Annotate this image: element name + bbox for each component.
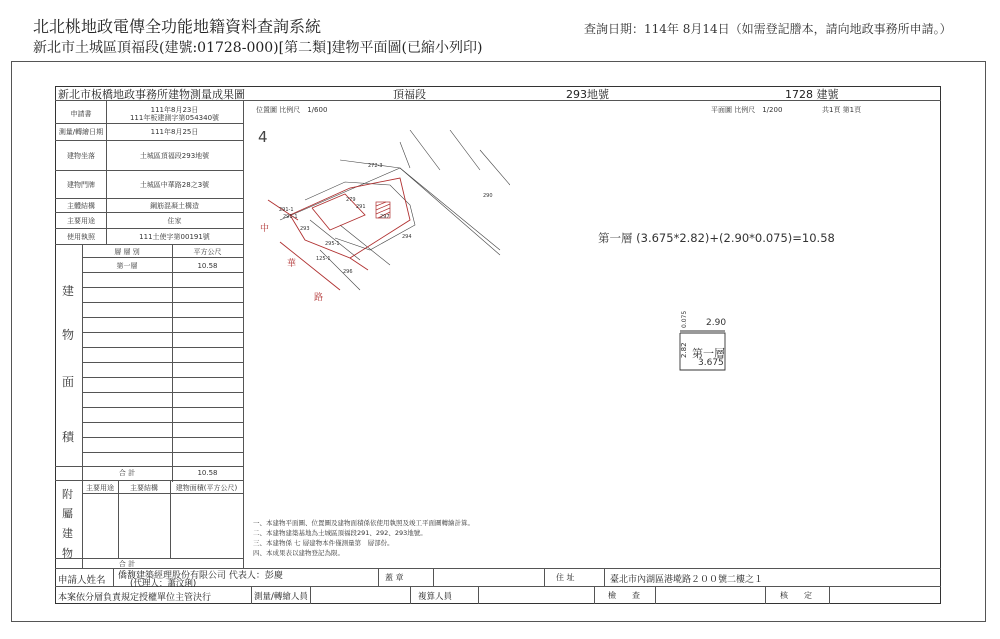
area-col-divider: [82, 244, 83, 568]
info-row-rule: [55, 228, 243, 229]
info-value: 鋼筋混凝土構造: [150, 202, 199, 210]
attached-row-rule: [82, 493, 243, 494]
info-value: 土城區頂福段293地號: [139, 152, 210, 160]
area-header-sqm: 平方公尺: [193, 248, 222, 256]
area-row-rule: [82, 257, 243, 258]
info-row-rule: [55, 244, 243, 245]
sheet-title-rule: [55, 100, 941, 101]
site-plan-label: 位置圖 比例尺 1/600: [256, 106, 328, 114]
area-total-value: 10.58: [197, 469, 218, 477]
attached-side-label: 建: [62, 527, 73, 540]
road-label: 中: [260, 224, 270, 234]
address-label: 住 址: [556, 573, 575, 582]
area-total-label: 合 計: [118, 469, 136, 477]
dim-bottom: 3.675: [698, 358, 724, 368]
footer-divider: [765, 586, 766, 604]
lot-label: 297: [380, 214, 390, 220]
attached-header: 建物面積(平方公尺): [175, 484, 238, 492]
attached-side-label: 物: [62, 547, 73, 560]
footer-divider: [251, 586, 252, 604]
footer-divider: [410, 586, 411, 604]
area-row-rule: [82, 437, 243, 438]
road-label: 路: [314, 293, 324, 303]
authorization-note: 本案依分層負責規定授權單位主管決行: [58, 593, 212, 603]
area-header-floor: 層 層 別: [114, 248, 140, 256]
area-row-rule: [82, 392, 243, 393]
attached-side-label: 附: [62, 488, 73, 501]
office-title: 新北市板橋地政事務所建物測量成果圖: [58, 88, 245, 101]
lot-label: 294: [402, 234, 412, 240]
area-side-label: 建: [62, 284, 75, 298]
applicant-label: 申請人姓名: [58, 575, 106, 586]
lot-label: 291-1: [279, 207, 294, 213]
address-value: 臺北市內湖區港墘路２００號二樓之１: [610, 575, 764, 585]
info-value: 111年8月25日: [150, 128, 199, 136]
area-row-rule: [82, 332, 243, 333]
info-label: 主要用途: [67, 217, 95, 225]
area-side-label: 積: [62, 430, 75, 444]
attached-total-rule: [55, 558, 243, 559]
area-row-rule: [82, 287, 243, 288]
footer-divider: [113, 568, 114, 586]
info-value: 住家: [167, 217, 182, 225]
page-title: 北北桃地政電傳全功能地籍資料查詢系統: [33, 17, 322, 36]
area-row-rule: [82, 362, 243, 363]
area-row-rule: [82, 452, 243, 453]
page-label: 共1頁 第1頁: [822, 106, 862, 114]
footer-divider: [829, 586, 830, 604]
info-value: 土城區中華路28之3號: [139, 181, 210, 189]
note-line: 一、本建物平面圖、位置圖及建物面積係依使用執照及竣工平面圖轉繪計算。: [253, 519, 474, 527]
attached-total-label: 合 計: [118, 560, 136, 568]
footer-divider: [544, 568, 545, 586]
seal-label: 蓋 章: [385, 573, 404, 582]
area-side-label: 物: [62, 328, 75, 342]
info-row-rule: [55, 170, 243, 171]
info-row-rule: [55, 212, 243, 213]
lot-number: 293地號: [566, 88, 609, 101]
lot-label: 279: [346, 197, 356, 203]
dim-top: 2.90: [706, 318, 727, 328]
area-row-rule: [82, 302, 243, 303]
lot-label: 293: [300, 226, 310, 232]
info-label: 申請書: [70, 110, 92, 118]
lot-label: 125-1: [316, 256, 331, 262]
dim-side: 2.82: [680, 342, 688, 358]
info-label: 主體結構: [67, 202, 95, 210]
area-row-rule: [82, 317, 243, 318]
floor-label: 第一層: [692, 347, 725, 360]
footer-divider: [378, 568, 379, 586]
info-label: 測量/轉繪日期: [58, 128, 104, 136]
approve-label: 核 定: [780, 591, 812, 600]
footer-divider: [433, 568, 434, 586]
footer-divider: [594, 586, 595, 604]
info-row-rule: [55, 198, 243, 199]
footer-divider: [478, 586, 479, 604]
info-label: 使用執照: [67, 233, 95, 241]
page-subtitle: 新北市土城區頂福段(建號:01728-000)[第二類]建物平面圖(已縮小列印): [33, 40, 483, 56]
area-col-divider: [172, 244, 173, 482]
building-number: 1728 建號: [785, 88, 839, 101]
plan-label: 平面圖 比例尺 1/200: [711, 106, 783, 114]
area-side-label: 面: [62, 375, 75, 389]
footer-divider: [655, 586, 656, 604]
lot-label: 291-1: [283, 214, 298, 220]
attached-rule: [55, 480, 243, 481]
info-row-rule: [55, 123, 243, 124]
info-label: 建物門牌: [67, 181, 95, 189]
note-line: 二、本建物建築基地為土城區頂福段291、292、293地號。: [253, 529, 427, 537]
footer-divider: [604, 568, 605, 586]
surveyor-label: 測量/轉繪人員: [254, 592, 308, 602]
area-row-rule: [82, 422, 243, 423]
info-row-rule: [55, 140, 243, 141]
area-row-rule: [82, 272, 243, 273]
area-value: 10.58: [197, 262, 218, 270]
info-value: 111土使字第00191號: [139, 233, 210, 241]
area-row-rule: [82, 407, 243, 408]
dim-small: 0.075: [681, 310, 688, 328]
attached-header: 主要結構: [130, 484, 158, 492]
north-arrow-icon: 4: [258, 128, 268, 146]
attached-header: 主要用途: [86, 484, 114, 492]
attached-side-label: 屬: [62, 507, 73, 520]
lot-label: 296: [343, 269, 353, 275]
area-formula: 第一層 (3.675*2.82)+(2.90*0.075)=10.58: [598, 231, 835, 245]
info-value: 111年8月23日 111年板建測字第054340號: [129, 106, 220, 122]
section-name: 頂福段: [393, 88, 426, 101]
road-label: 華: [287, 259, 297, 269]
lot-label: 291: [356, 204, 366, 210]
note-line: 四、本成果表以建物登記為限。: [253, 549, 344, 557]
area-row-rule: [82, 377, 243, 378]
note-line: 三、本建物係 七 層建物本件僅測量第 層部份。: [253, 539, 394, 547]
inspect-label: 檢 查: [608, 591, 640, 600]
footer-divider: [310, 586, 311, 604]
left-panel-edge: [243, 100, 244, 568]
query-date: 查詢日期：114年 8月14日（如需登記謄本，請向地政事務所申請。）: [584, 22, 952, 36]
applicant-name: 僑馥建築經理股份有限公司 代表人：彭慶: [118, 571, 283, 581]
lot-label: 295-1: [325, 241, 340, 247]
checker-label: 複算人員: [418, 592, 453, 602]
applicant-rep: (代理人：蕭汶琍): [130, 579, 197, 589]
lot-label: 290: [483, 193, 493, 199]
area-row-rule: [82, 347, 243, 348]
area-total-rule: [55, 466, 243, 467]
lot-label: 272-3: [368, 163, 383, 169]
info-label: 建物坐落: [67, 152, 95, 160]
area-floor: 第一層: [116, 262, 138, 270]
